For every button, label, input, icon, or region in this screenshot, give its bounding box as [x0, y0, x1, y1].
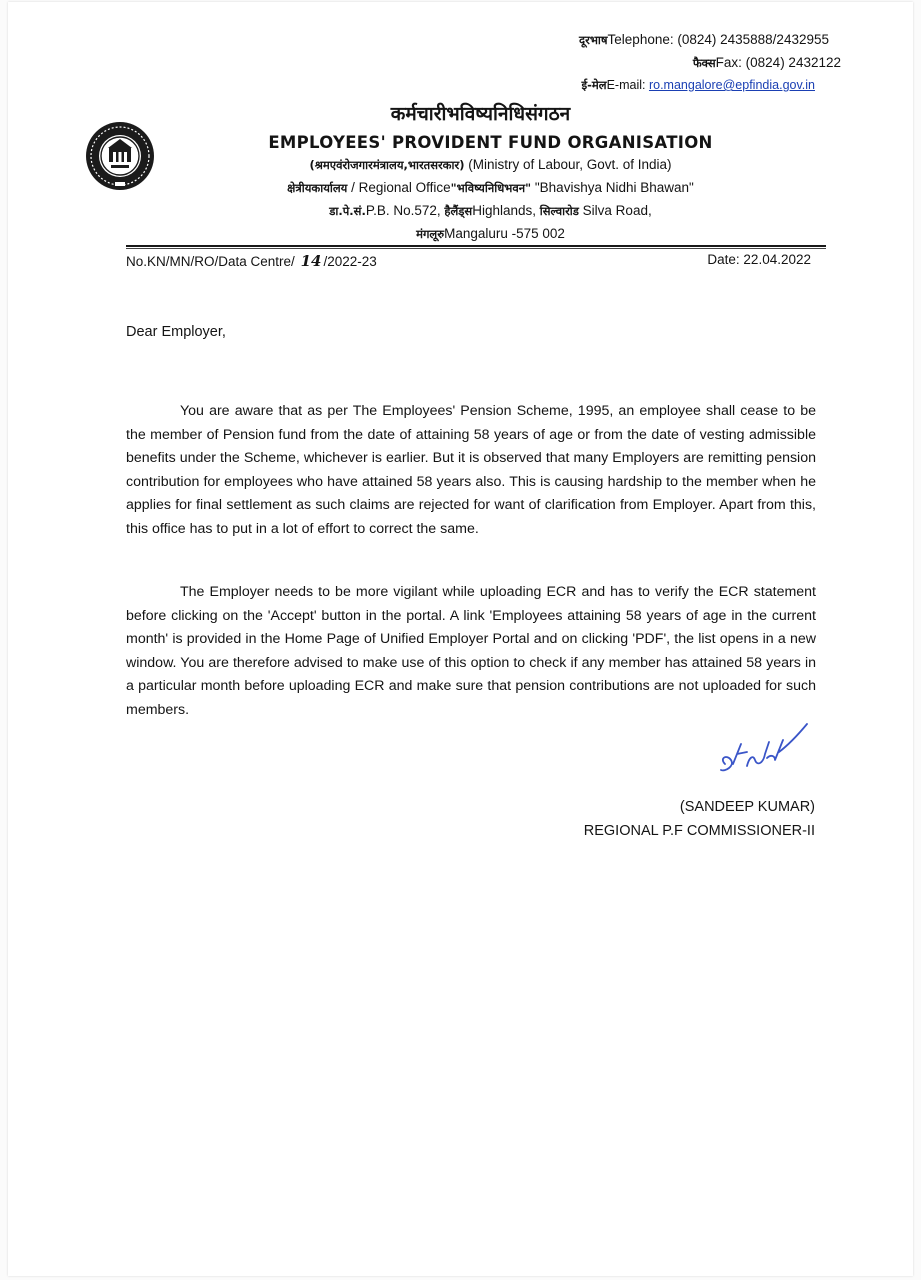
email-hindi-label: ई-मेल [581, 78, 607, 92]
body-paragraph: You are aware that as per The Employees' Pension Scheme, 1995, an employee shall cease to be the member of Pension fund from the date of attaining 58 years of age or from the date of vesting admissible benefits under the Scheme, whichever is earlier. But it is observed that many Employers are remitting pension contribution for employees who have attained 58 years also. This is causing hardship to the member when he applies for final settlement as such claims are rejected for want of clarification from Employer. Apart from this, this office has to put in a lot of effort to correct the same. [126, 403, 816, 537]
fax-line [693, 55, 841, 71]
highlands-hindi: हैलैंड्स [444, 204, 473, 218]
email-label: E-mail: [606, 78, 649, 92]
address-line [8, 203, 913, 219]
telephone-hindi-label: दूरभाष [579, 33, 608, 47]
road-english: Silva Road, [578, 203, 652, 218]
org-english-title: EMPLOYEES' PROVIDENT FUND ORGANISATION [268, 133, 713, 152]
signatory-name: (SANDEEP KUMAR) [679, 799, 815, 815]
ministry-hindi: (श्रमएवंरोजगारमंत्रालय,भारतसरकार) [309, 158, 465, 172]
salutation: Dear Employer, [126, 324, 226, 340]
fax-number: Fax: (0824) 2432122 [715, 55, 841, 70]
highlands-english: Highlands, [472, 203, 540, 218]
ministry-english: (Ministry of Labour, Govt. of India) [464, 157, 672, 172]
bhawan-english: "Bhavishya Nidhi Bhawan" [531, 180, 694, 195]
email-line [582, 78, 816, 93]
po-english: P.B. No.572, [365, 203, 445, 218]
handwritten-signature [713, 714, 813, 784]
reference-handwritten-number: 14 [300, 252, 322, 270]
fax-hindi-label: फैक्स [692, 56, 716, 70]
office-english: / Regional Office [347, 180, 451, 195]
office-hindi: क्षेत्रीयकार्यालय [287, 181, 348, 195]
office-line [8, 180, 913, 196]
reference-number [126, 252, 377, 270]
telephone-line [579, 32, 829, 48]
ministry-line [8, 157, 913, 173]
po-hindi: डा.पे.सं. [329, 204, 366, 218]
city-hindi: मंगलूरु [416, 227, 445, 241]
org-hindi-title: कर्मचारीभविष्यनिधिसंगठन [390, 103, 571, 125]
header-divider [126, 245, 826, 247]
city-english: Mangaluru -575 002 [444, 226, 565, 241]
bhawan-hindi: "भविष्यनिधिभवन" [450, 181, 532, 195]
reference-prefix: No.KN/MN/RO/Data Centre/ [126, 254, 295, 269]
signatory-designation: REGIONAL P.F COMMISSIONER-II [583, 823, 815, 839]
body-paragraph: The Employer needs to be more vigilant while uploading ECR and has to verify the ECR statement before clicking on the 'Accept' button in the portal. A link 'Employees attaining 58 years of age in the current month' is provided in the Home Page of Unified Employer Portal and on clicking 'PDF', the list opens in a new window. You are therefore advised to make use of this option to check if any member has attained 58 years in a particular month before uploading ECR and make sure that pension contributions are not uploaded for such members. [126, 584, 816, 718]
road-hindi: सिल्वारोड [539, 204, 579, 218]
telephone-number: Telephone: (0824) 2435888/2432955 [607, 32, 829, 47]
email-link[interactable]: ro.mangalore@epfindia.gov.in [648, 78, 815, 92]
reference-suffix: /2022-23 [323, 254, 377, 269]
letter-page [8, 2, 913, 1276]
letter-date: Date: 22.04.2022 [707, 252, 811, 267]
city-line [8, 226, 913, 242]
header-divider-thin [126, 248, 826, 249]
